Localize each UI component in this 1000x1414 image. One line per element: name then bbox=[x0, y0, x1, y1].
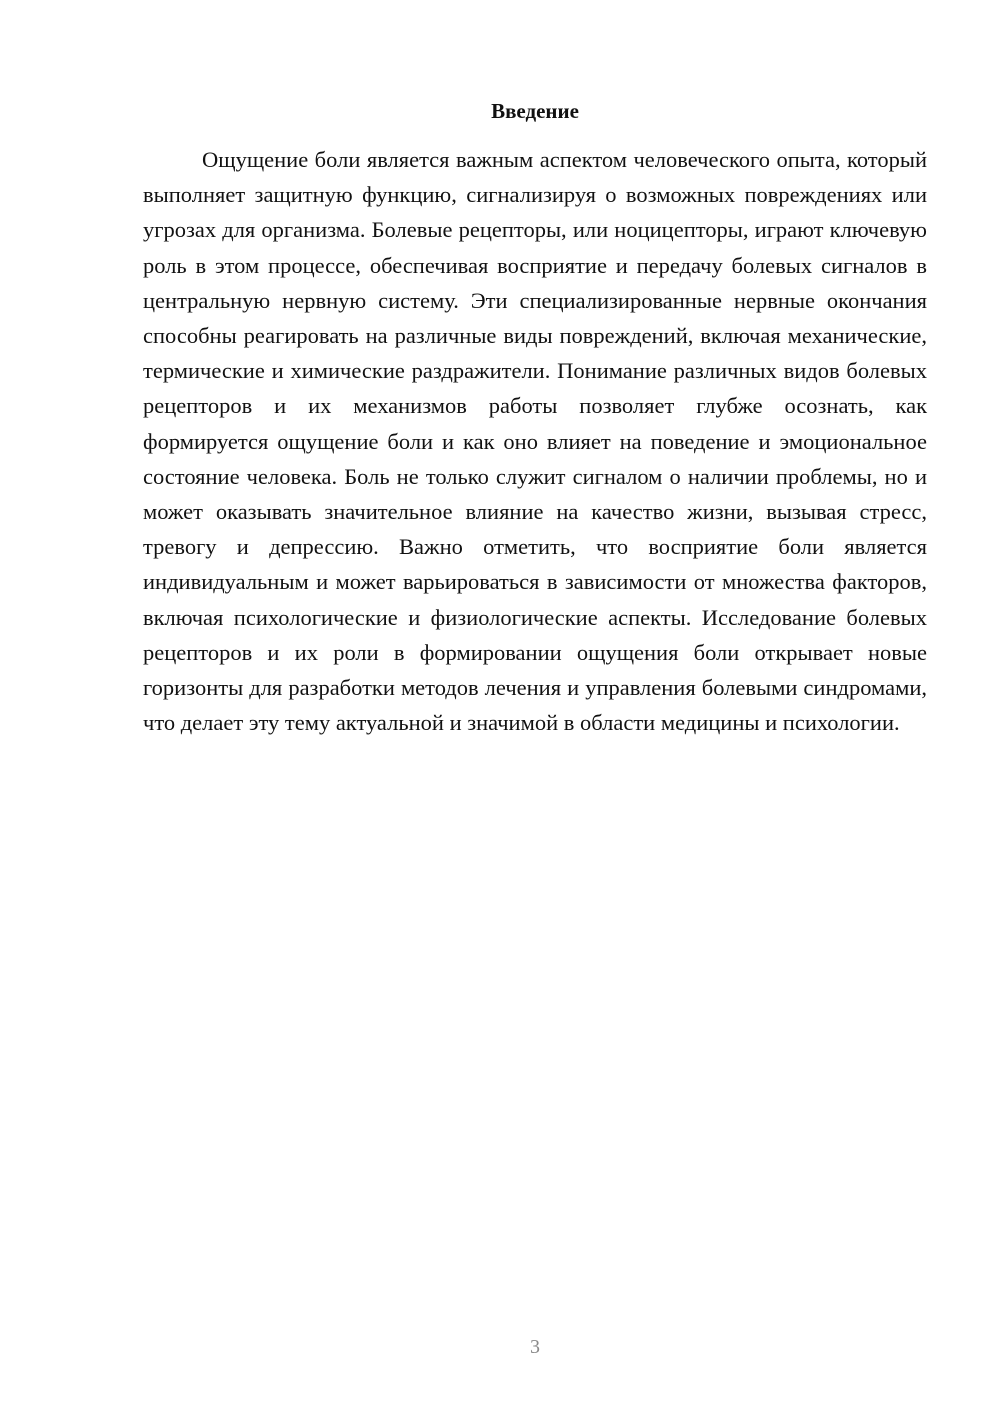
section-heading: Введение bbox=[491, 99, 579, 123]
body-paragraph: Ощущение боли является важным аспектом человеческого опыта, который выполняет защитную функцию, сигнализируя о возможных повреждениях или угрозах для организма. Болевые рецепторы, или ноцицепторы, играют ключевую роль в этом процессе, обеспечивая восприятие и передачу болевых сигналов в центральную нервную систему. Эти специализированные нервные окончания способны реагировать на различные виды повреждений, включая механические, термические и химические раздражители. Понимание различных видов болевых рецепторов и их механизмов работы позволяет глубже осознать, как формируется ощущение боли и как оно влияет на поведение и эмоциональное состояние человека. Боль не только служит сигналом о наличии проблемы, но и может оказывать значительное влияние на качество жизни, вызывая стресс, тревогу и депрессию. Важно отметить, что восприятие боли является индивидуальным и может варьироваться в зависимости от множества факторов, включая психологические и физиологические аспекты. Исследование болевых рецепторов и их роли в формировании ощущения боли открывает новые горизонты для разработки методов лечения и управления болевыми синдромами, что делает эту тему актуальной и значимой в области медицины и психологии. bbox=[143, 147, 927, 736]
page-number: 3 bbox=[530, 1336, 540, 1358]
